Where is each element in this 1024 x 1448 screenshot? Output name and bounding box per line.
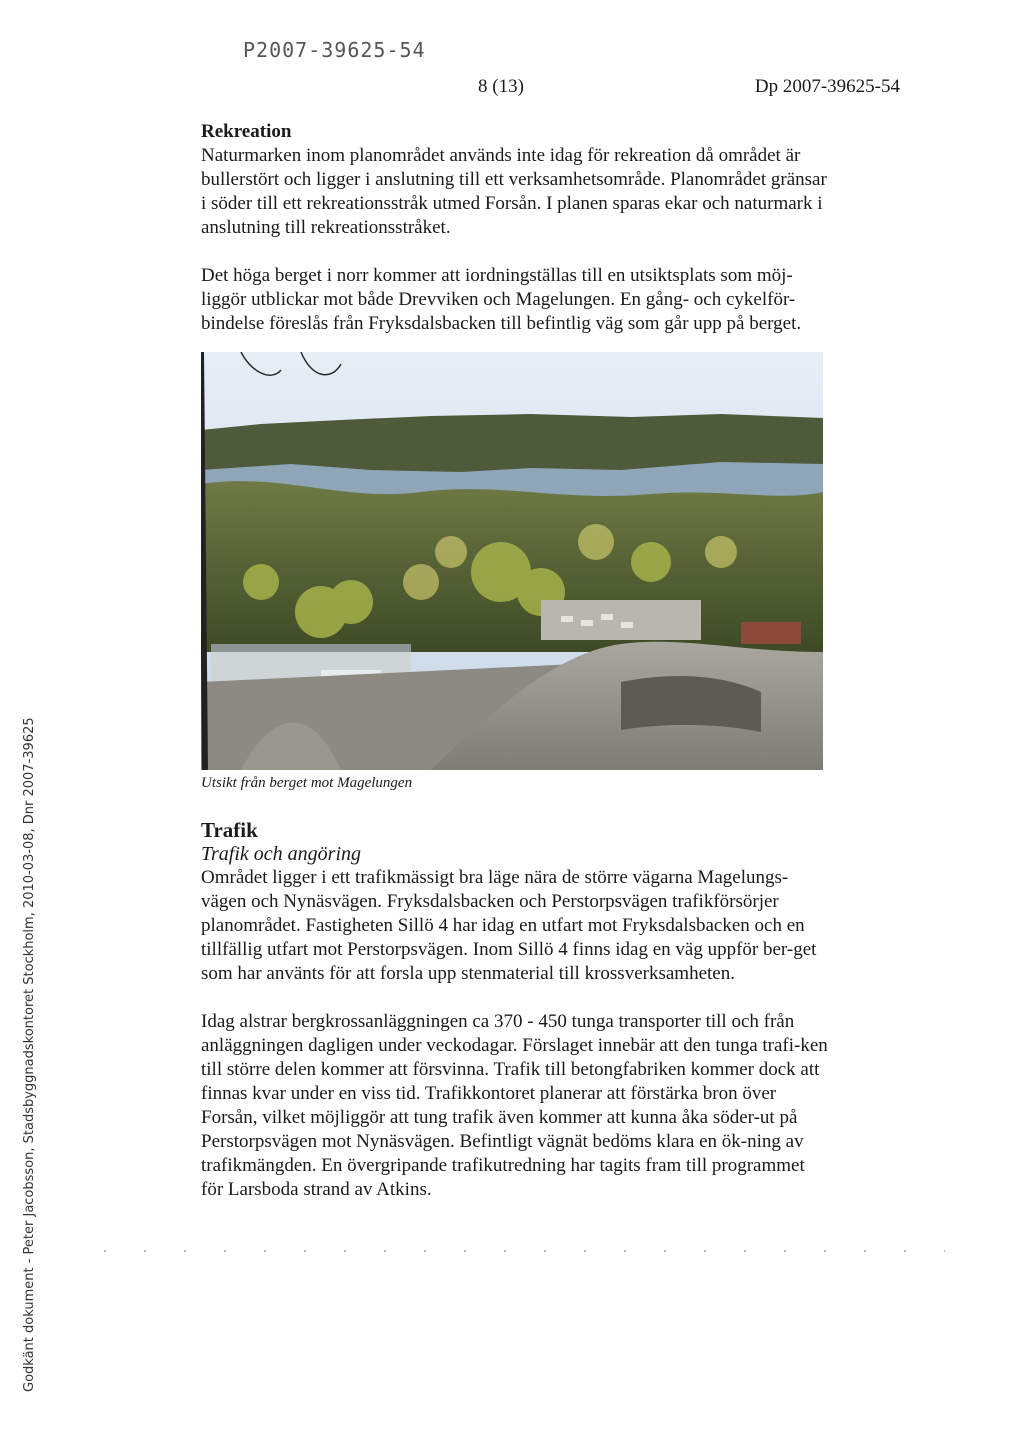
paragraph-trafik-2: Idag alstrar bergkrossanläggningen ca 370 - 450 tunga transporter till och från anläggningen dagligen under veckodagar. Förslaget innebär att den tunga trafi-ken till större delen kommer att försvinna. Trafik till betongfabriken kommer dock att finnas kvar under en viss tid. Trafikkontoret planerar att förstärka bron över Forsån, vilket möjliggör att tung trafik även kommer att kunna åka söder-ut på Perstorpsvägen mot Nynäsvägen. Befintligt vägnät bedöms klara en ök-ning av trafikmängden. En övergripande trafikutredning har tagits fram till programmet för Larsboda strand av Atkins. (201, 1011, 828, 1200)
section-heading-rekreation: Rekreation (201, 121, 292, 142)
section-heading-trafik: Trafik (201, 818, 258, 842)
landscape-photo (201, 352, 823, 770)
scan-dots-divider (85, 1250, 945, 1252)
photo-caption: Utsikt från berget mot Magelungen (201, 775, 413, 791)
archive-stamp: P2007-39625-54 (243, 38, 426, 62)
subheading-trafik-angoring: Trafik och angöring (201, 843, 362, 865)
page-number: 8 (13) (478, 76, 524, 97)
paragraph-rekreation-1: Naturmarken inom planområdet används inte idag för rekreation då området är bullerstört och ligger i anslutning till ett verksamhetsområde. Planområdet gränsar i söder till ett rekreationsstråk utmed Forsån. I planen sparas ekar och naturmark i anslutning till rekreationsstråket. (201, 145, 827, 238)
page-content (201, 120, 831, 1202)
paragraph-trafik-1: Området ligger i ett trafikmässigt bra läge nära de större vägarna Magelungs-vägen och Nynäsvägen. Fryksdalsbacken och Perstorpsvägen trafikförsörjer planområdet. Fastigheten Sillö 4 har idag en utfart mot Fryksdalsbacken och en tillfällig utfart mot Perstorpsvägen. Inom Sillö 4 finns idag en väg uppför ber-get som har använts för att forsla upp stenmaterial till krossverksamheten. (201, 867, 817, 984)
approval-margin-text: Godkänt dokument - Peter Jacobsson, Stadsbyggnadskontoret Stockholm, 2010-03-08, Dnr 2007-39625 (22, 717, 37, 1392)
document-reference: Dp 2007-39625-54 (754, 76, 900, 97)
paragraph-rekreation-2: Det höga berget i norr kommer att iordningställas till en utsiktsplats som möj-liggör utblickar mot både Drevviken och Magelungen. En gång- och cykelför-bindelse föreslås från Fryksdalsbacken till befintlig väg som går upp på berget. (201, 265, 802, 334)
